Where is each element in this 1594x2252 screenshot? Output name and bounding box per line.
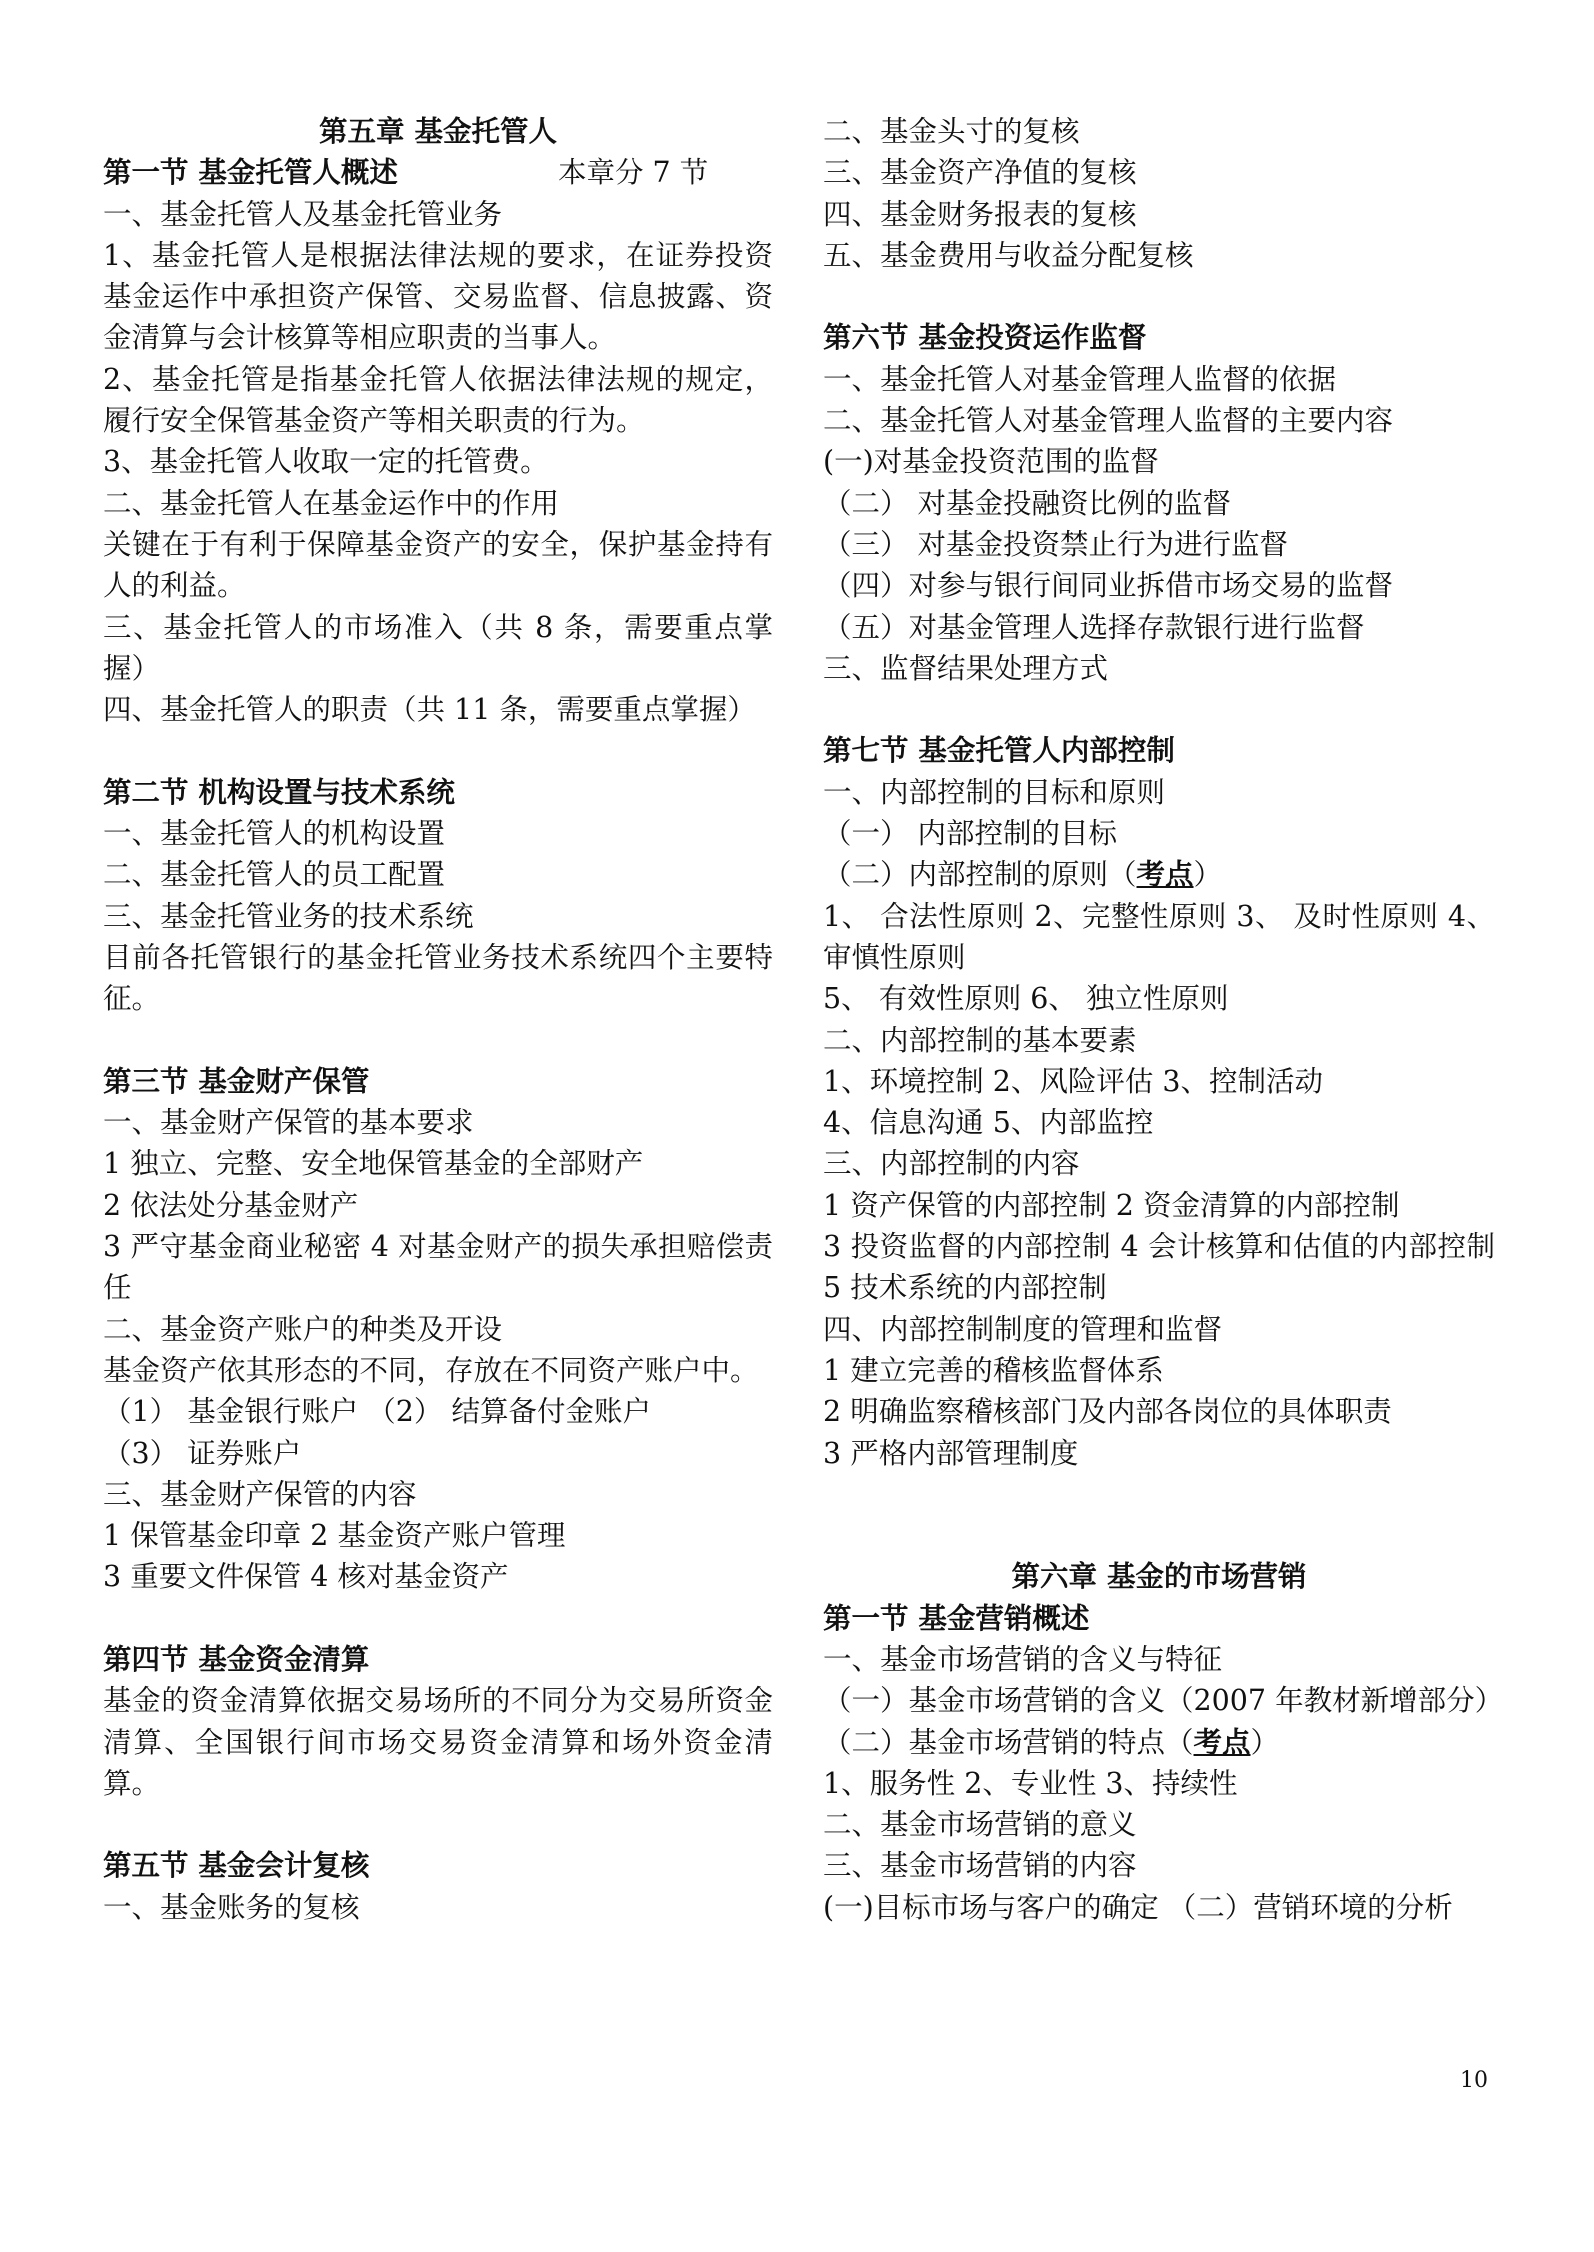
text-line bbox=[823, 565, 1495, 606]
line-text: 一、基金托管人及基金托管业务 bbox=[103, 197, 503, 231]
line-text: 1、环境控制 2、风险评估 3、控制活动 bbox=[823, 1064, 1324, 1098]
text-line bbox=[823, 1887, 1495, 1928]
line-text: 3 严守基金商业秘密 4 对基金财产的损失承担赔偿责任 bbox=[103, 1230, 773, 1305]
section-heading bbox=[823, 1598, 1495, 1639]
line-text: (一)目标市场与客户的确定 （二）营销环境的分析 bbox=[823, 1890, 1453, 1924]
blank-line bbox=[103, 1804, 773, 1845]
section-heading bbox=[103, 111, 773, 152]
text-line bbox=[823, 1639, 1495, 1680]
heading-note: 本章分 7 节 bbox=[558, 156, 709, 190]
text-line bbox=[823, 1804, 1495, 1845]
line-text: 第六章 基金的市场营销 bbox=[1011, 1559, 1307, 1594]
line-text: 第三节 基金财产保管 bbox=[103, 1063, 370, 1098]
text-line bbox=[823, 1102, 1495, 1143]
text-line bbox=[103, 524, 773, 607]
line-text-end: ） bbox=[1193, 858, 1223, 892]
line-text: 四、内部控制制度的管理和监督 bbox=[823, 1312, 1223, 1346]
text-line bbox=[823, 111, 1495, 152]
line-text: （一） 内部控制的目标 bbox=[823, 817, 1118, 851]
line-text: 二、基金头寸的复核 bbox=[823, 115, 1080, 148]
text-line bbox=[823, 978, 1495, 1019]
text-line bbox=[103, 937, 773, 1020]
line-text: 三、基金托管业务的技术系统 bbox=[103, 899, 474, 933]
line-text: 第五节 基金会计复核 bbox=[103, 1848, 370, 1883]
text-line bbox=[823, 1722, 1495, 1763]
text-line bbox=[823, 1309, 1495, 1350]
text-line bbox=[103, 1185, 773, 1226]
left-column bbox=[103, 111, 773, 1928]
text-line bbox=[103, 1226, 773, 1309]
page-number: 10 bbox=[1460, 2068, 1488, 2093]
line-text: 第七节 基金托管人内部控制 bbox=[823, 733, 1175, 768]
line-text: 一、基金账务的复核 bbox=[103, 1890, 360, 1924]
blank-line bbox=[823, 276, 1495, 317]
line-text: 基金资产依其形态的不同，存放在不同资产账户中。 bbox=[103, 1353, 759, 1387]
text-line bbox=[103, 896, 773, 937]
line-text: 1 资产保管的内部控制 2 资金清算的内部控制 bbox=[823, 1188, 1400, 1222]
text-line bbox=[823, 400, 1495, 441]
text-line bbox=[103, 194, 773, 235]
line-text: 2 依法处分基金财产 bbox=[103, 1188, 359, 1222]
line-text: 4、信息沟通 5、内部监控 bbox=[823, 1106, 1154, 1140]
line-text: 5、 有效性原则 6、 独立性原则 bbox=[823, 982, 1229, 1016]
line-text: 二、基金资产账户的种类及开设 bbox=[103, 1312, 503, 1346]
blank-line bbox=[103, 730, 773, 771]
section-heading bbox=[103, 1845, 773, 1886]
text-line bbox=[823, 152, 1495, 193]
line-text: 关键在于有利于保障基金资产的安全，保护基金持有人的利益。 bbox=[103, 527, 773, 603]
text-line bbox=[823, 1226, 1495, 1309]
text-line bbox=[103, 1680, 773, 1804]
text-line bbox=[823, 1680, 1504, 1721]
line-text: （三） 对基金投资禁止行为进行监督 bbox=[823, 527, 1289, 561]
line-text: 二、基金市场营销的意义 bbox=[823, 1808, 1137, 1842]
line-text: 3、基金托管人收取一定的托管费。 bbox=[103, 445, 549, 479]
section-heading bbox=[823, 1556, 1495, 1597]
line-text: 一、基金市场营销的含义与特征 bbox=[823, 1642, 1223, 1676]
text-line bbox=[823, 524, 1495, 565]
line-text: 1 独立、完整、安全地保管基金的全部财产 bbox=[103, 1147, 644, 1181]
text-line bbox=[823, 648, 1495, 689]
key-point-mark: 考点 bbox=[1136, 857, 1194, 892]
section-heading bbox=[103, 772, 773, 813]
right-column bbox=[823, 111, 1504, 1928]
line-text: 1 建立完善的稽核监督体系 bbox=[823, 1353, 1164, 1387]
section-heading bbox=[103, 1639, 773, 1680]
line-text: 三、基金市场营销的内容 bbox=[823, 1849, 1137, 1883]
line-text: 三、基金资产净值的复核 bbox=[823, 156, 1137, 190]
line-text: 目前各托管银行的基金托管业务技术系统四个主要特征。 bbox=[103, 940, 773, 1016]
line-text: 第一节 基金托管人概述 bbox=[103, 155, 398, 190]
line-text: 二、基金托管人对基金管理人监督的主要内容 bbox=[823, 404, 1394, 438]
text-line bbox=[103, 359, 773, 442]
line-text: 一、基金财产保管的基本要求 bbox=[103, 1106, 474, 1140]
section-heading bbox=[823, 730, 1495, 771]
line-text: 第五章 基金托管人 bbox=[319, 114, 557, 148]
section-heading bbox=[103, 1061, 773, 1102]
text-line bbox=[823, 1020, 1495, 1061]
text-line bbox=[823, 1143, 1495, 1184]
text-line bbox=[823, 813, 1495, 854]
line-text: 三、内部控制的内容 bbox=[823, 1147, 1080, 1181]
text-line bbox=[103, 607, 773, 690]
line-text: 二、基金托管人的员工配置 bbox=[103, 858, 446, 892]
line-text: 3 重要文件保管 4 核对基金资产 bbox=[103, 1560, 509, 1594]
line-text: （四）对参与银行间同业拆借市场交易的监督 bbox=[823, 569, 1394, 603]
text-line bbox=[103, 1474, 773, 1515]
text-line bbox=[103, 1391, 773, 1432]
blank-line bbox=[103, 1598, 773, 1639]
text-line bbox=[103, 1350, 773, 1391]
line-text: 五、基金费用与收益分配复核 bbox=[823, 238, 1194, 272]
text-line bbox=[823, 1391, 1495, 1432]
text-line bbox=[823, 235, 1495, 276]
line-text: 二、基金托管人在基金运作中的作用 bbox=[103, 486, 560, 520]
line-text: 1 保管基金印章 2 基金资产账户管理 bbox=[103, 1519, 566, 1553]
text-line bbox=[103, 1309, 773, 1350]
blank-line bbox=[823, 689, 1495, 730]
key-point-mark: 考点 bbox=[1193, 1724, 1251, 1759]
text-line bbox=[103, 1556, 773, 1597]
line-text-end: ） bbox=[1250, 1725, 1280, 1759]
text-line bbox=[103, 1887, 773, 1928]
blank-line bbox=[823, 1474, 1495, 1557]
text-line bbox=[823, 854, 1495, 895]
text-line bbox=[103, 1515, 773, 1556]
text-line bbox=[103, 1143, 773, 1184]
line-text: 3 严格内部管理制度 bbox=[823, 1436, 1079, 1470]
line-text: 四、基金财务报表的复核 bbox=[823, 197, 1137, 231]
text-line bbox=[103, 235, 773, 359]
text-line bbox=[823, 896, 1495, 979]
line-text: 2、基金托管是指基金托管人依据法律法规的规定，履行安全保管基金资产等相关职责的行为。 bbox=[103, 362, 773, 438]
line-text: （二） 对基金投融资比例的监督 bbox=[823, 486, 1232, 520]
line-text: (一)对基金投资范围的监督 bbox=[823, 445, 1159, 479]
line-text: 三、监督结果处理方式 bbox=[823, 651, 1109, 685]
text-line bbox=[823, 441, 1495, 482]
text-line bbox=[823, 194, 1495, 235]
text-line bbox=[103, 1433, 773, 1474]
line-text: 四、基金托管人的职责（共 11 条，需要重点掌握） bbox=[103, 693, 756, 727]
text-line bbox=[823, 1433, 1495, 1474]
line-text: （五）对基金管理人选择存款银行进行监督 bbox=[823, 610, 1365, 644]
text-line bbox=[823, 1763, 1495, 1804]
line-text: 第二节 机构设置与技术系统 bbox=[103, 774, 455, 809]
line-text: （3） 证券账户 bbox=[103, 1436, 302, 1470]
text-line bbox=[103, 854, 773, 895]
line-text: （二）基金市场营销的特点（ bbox=[823, 1725, 1194, 1759]
text-line bbox=[823, 772, 1495, 813]
text-line bbox=[103, 441, 773, 482]
line-text: 第四节 基金资金清算 bbox=[103, 1641, 370, 1676]
line-text: 一、基金托管人对基金管理人监督的依据 bbox=[823, 362, 1337, 396]
line-text: 三、基金托管人的市场准入（共 8 条，需要重点掌握） bbox=[103, 610, 773, 685]
text-line bbox=[103, 689, 773, 730]
text-line bbox=[103, 813, 773, 854]
line-text: 3 投资监督的内部控制 4 会计核算和估值的内部控制 5 技术系统的内部控制 bbox=[823, 1230, 1495, 1305]
text-line bbox=[823, 483, 1495, 524]
section-heading bbox=[103, 152, 773, 193]
line-text: （1） 基金银行账户 （2） 结算备付金账户 bbox=[103, 1395, 651, 1429]
text-line bbox=[823, 607, 1495, 648]
text-line bbox=[823, 1061, 1495, 1102]
line-text: 三、基金财产保管的内容 bbox=[103, 1477, 417, 1511]
text-line bbox=[103, 1102, 773, 1143]
line-text: 基金的资金清算依据交易场所的不同分为交易所资金清算、全国银行间市场交易资金清算和场外资金清算。 bbox=[103, 1684, 773, 1800]
text-line bbox=[823, 1185, 1495, 1226]
line-text: 2 明确监察稽核部门及内部各岗位的具体职责 bbox=[823, 1395, 1392, 1429]
line-text: 第一节 基金营销概述 bbox=[823, 1600, 1090, 1635]
line-text: 1、基金托管人是根据法律法规的要求，在证券投资基金运作中承担资产保管、交易监督、信息披露、资金清算与会计核算等相应职责的当事人。 bbox=[103, 238, 773, 355]
line-text: （二）内部控制的原则（ bbox=[823, 858, 1137, 892]
line-text: （一）基金市场营销的含义（2007 年教材新增部分） bbox=[823, 1684, 1504, 1718]
line-text: 1、服务性 2、专业性 3、持续性 bbox=[823, 1766, 1238, 1800]
line-text: 1、 合法性原则 2、完整性原则 3、 及时性原则 4、 审慎性原则 bbox=[823, 899, 1495, 974]
text-line bbox=[823, 359, 1495, 400]
line-text: 一、基金托管人的机构设置 bbox=[103, 817, 446, 851]
text-line bbox=[823, 1845, 1495, 1886]
text-line bbox=[103, 483, 773, 524]
line-text: 一、内部控制的目标和原则 bbox=[823, 775, 1166, 809]
blank-line bbox=[103, 1020, 773, 1061]
text-line bbox=[823, 1350, 1495, 1391]
section-heading bbox=[823, 317, 1495, 358]
line-text: 第六节 基金投资运作监督 bbox=[823, 320, 1147, 355]
line-text: 二、内部控制的基本要素 bbox=[823, 1023, 1137, 1057]
